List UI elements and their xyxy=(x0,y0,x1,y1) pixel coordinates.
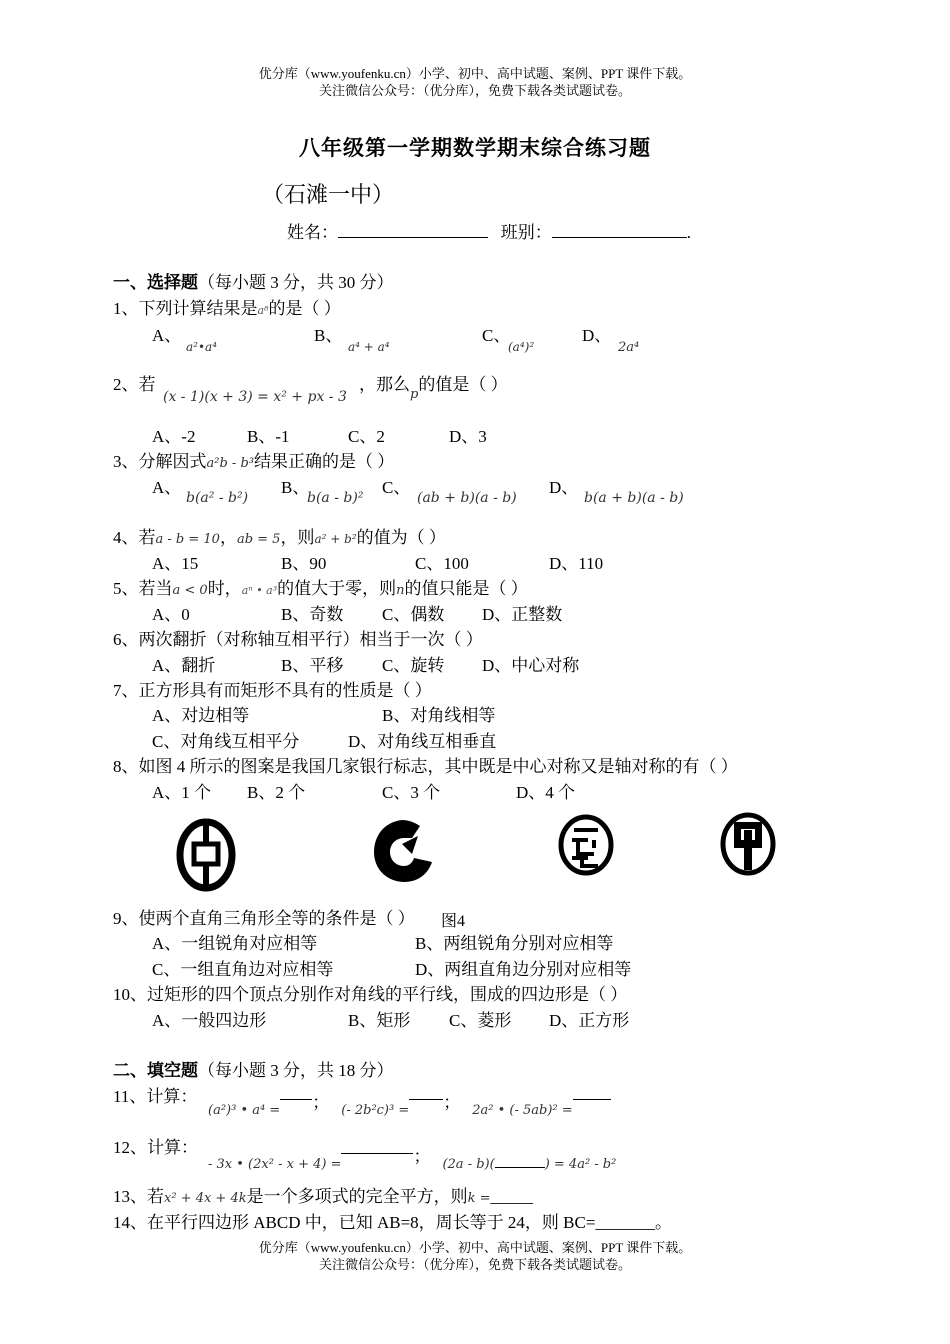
q4-option-c: C、100 xyxy=(415,554,469,573)
question-14-stem xyxy=(113,1212,672,1234)
section-2-note: （每小题 3 分，共 18 分） xyxy=(198,1061,394,1080)
q4-option-d: D、110 xyxy=(549,554,604,573)
q8-option-a: A、1 个 xyxy=(152,783,212,802)
q12-math-2a: (2a - b)( xyxy=(442,1157,495,1172)
question-9-stem: 9、使两个直角三角形全等的条件是（ ） xyxy=(113,909,415,928)
q3-stem-a: 3、分解因式 xyxy=(113,452,207,471)
q14-end: 。 xyxy=(654,1213,672,1232)
q7-option-d: D、对角线互相垂直 xyxy=(348,732,497,751)
q5-math-2: aⁿ • a³ xyxy=(241,584,278,597)
q2-stem-b: ，那么 xyxy=(359,375,410,394)
header-line-1: 优分库（www.youfenku.cn）小学、初中、高中试题、案例、PPT 课件下载。 xyxy=(258,66,692,81)
q1-option-c-label: C、 xyxy=(482,326,511,345)
bank-logo-4-icon xyxy=(720,812,776,876)
q13-math-1: x² + 4x + 4k xyxy=(164,1191,247,1206)
school-name: （石滩一中） xyxy=(262,182,395,207)
q1-option-d-math: 2a⁴ xyxy=(618,340,640,355)
section-2-heading xyxy=(113,1060,394,1082)
q1-option-a-label: A、 xyxy=(152,326,182,345)
section-1-title: 一、选择题 xyxy=(113,273,198,292)
q5-math-1: a < 0 xyxy=(172,583,208,598)
figure-4-label: 图4 xyxy=(441,911,465,933)
q1-option-d-label: D、 xyxy=(582,326,612,345)
q11-math-1: (a²)³ • a⁴ = xyxy=(208,1103,281,1118)
q12-math-1: - 3x • (2x² - x + 4) = xyxy=(208,1157,342,1172)
q11-blank-2[interactable] xyxy=(409,1097,443,1100)
q8-option-b: B、2 个 xyxy=(247,783,306,802)
q3-option-c-label: C、 xyxy=(382,478,411,497)
q12-blank-2[interactable] xyxy=(495,1155,545,1168)
q8-option-c: C、3 个 xyxy=(382,783,441,802)
class-field[interactable] xyxy=(552,223,687,238)
name-class-line xyxy=(287,222,691,244)
q2-option-a: A、-2 xyxy=(152,427,196,446)
q5-stem-d: 的值只能是（ ） xyxy=(404,579,528,598)
question-11-stem: 11、计算： xyxy=(113,1087,198,1106)
q3-option-a-math: b(a² - b²) xyxy=(186,490,249,506)
q11-sep-2: ； xyxy=(443,1093,461,1112)
question-1-stem xyxy=(113,298,341,322)
bank-logo-2-icon xyxy=(372,818,434,884)
section-1-heading xyxy=(113,272,394,294)
q4-option-b: B、90 xyxy=(281,554,327,573)
q8-option-d: D、4 个 xyxy=(516,783,576,802)
q4-math-1: a - b = 10 xyxy=(155,532,220,547)
q2-stem-tail xyxy=(359,374,508,402)
q3-option-b-math: b(a - b)² xyxy=(307,490,364,506)
q1-option-c-math: (a⁴)² xyxy=(508,340,535,354)
q11-math-3: 2a² • (- 5ab)² = xyxy=(472,1103,573,1118)
q5-option-b: B、奇数 xyxy=(281,605,344,624)
question-4-stem xyxy=(113,527,446,551)
q10-option-d: D、正方形 xyxy=(549,1011,630,1030)
q5-option-a: A、0 xyxy=(152,605,190,624)
q2-option-d: D、3 xyxy=(449,427,487,446)
question-13-stem xyxy=(113,1186,533,1210)
q6-option-d: D、中心对称 xyxy=(482,656,580,675)
q4-stem-a: 4、若 xyxy=(113,528,156,547)
q3-option-b-label: B、 xyxy=(281,478,310,497)
question-7-stem: 7、正方形具有而矩形不具有的性质是（ ） xyxy=(113,681,432,700)
q2-option-c: C、2 xyxy=(348,427,385,446)
q11-blank-1[interactable] xyxy=(280,1097,312,1100)
q6-option-c: C、旋转 xyxy=(382,656,445,675)
q3-stem-math: a²b - b³ xyxy=(206,456,254,471)
q3-option-d-label: D、 xyxy=(549,478,579,497)
q2-option-b: B、-1 xyxy=(247,427,290,446)
q9-option-a: A、一组锐角对应相等 xyxy=(152,934,318,953)
q6-option-a: A、翻折 xyxy=(152,656,216,675)
q4-stem-b: ，则 xyxy=(280,528,315,547)
q13-blank[interactable]: _____ xyxy=(490,1187,534,1206)
q1-option-b-math: a⁴ + a⁴ xyxy=(348,340,390,354)
q3-option-d-math: b(a + b)(a - b) xyxy=(584,490,684,506)
page-title: 八年级第一学期数学期末综合练习题 xyxy=(299,136,651,160)
q5-stem-b: 时， xyxy=(207,579,242,598)
class-label: 班别： xyxy=(500,223,552,242)
q7-option-c: C、对角线互相平分 xyxy=(152,732,300,751)
section-2-title: 二、填空题 xyxy=(113,1061,198,1080)
q12-sep-1: ； xyxy=(413,1147,431,1166)
question-5-stem xyxy=(113,578,528,602)
q1-stem-b: 的是（ ） xyxy=(268,299,341,318)
q2-stem-p: p xyxy=(410,387,419,402)
q6-option-b: B、平移 xyxy=(281,656,344,675)
q4-option-a: A、15 xyxy=(152,554,199,573)
q9-option-b: B、两组锐角分别对应相等 xyxy=(415,934,614,953)
q9-option-c: C、一组直角边对应相等 xyxy=(152,960,334,979)
q2-stem-a: 2、若 xyxy=(113,375,156,394)
q4-math-2: ab = 5 xyxy=(236,532,281,547)
class-end: . xyxy=(686,223,691,242)
q12-blank-1[interactable] xyxy=(341,1151,413,1154)
q14-stem-text: 14、在平行四边形 ABCD 中，已知 AB=8，周长等于 24，则 BC= xyxy=(113,1213,596,1232)
q2-stem-math: (x - 1)(x + 3) = x² + px - 3 xyxy=(163,389,347,405)
q4-sep: ， xyxy=(219,528,237,547)
question-6-stem: 6、两次翻折（对称轴互相平行）相当于一次（ ） xyxy=(113,630,483,649)
q1-stem-math: a⁸ xyxy=(257,304,269,317)
q14-blank[interactable]: _______ xyxy=(595,1213,655,1232)
q4-stem-c: 的值为（ ） xyxy=(356,528,446,547)
q7-option-b: B、对角线相等 xyxy=(382,706,496,725)
q4-math-3: a² + b² xyxy=(314,532,357,546)
footer-line-2: 关注微信公众号：（优分库），免费下载各类试题试卷。 xyxy=(318,1257,631,1272)
q11-expressions xyxy=(208,1093,611,1120)
bank-logo-3-icon xyxy=(558,814,614,876)
q11-math-2: (- 2b²c)³ = xyxy=(341,1103,410,1118)
header-line-2: 关注微信公众号：（优分库），免费下载各类试题试卷。 xyxy=(318,83,631,98)
name-label: 姓名： xyxy=(287,223,338,242)
section-1-note: （每小题 3 分，共 30 分） xyxy=(198,273,394,292)
question-2-stem xyxy=(113,374,156,396)
footer-line-1: 优分库（www.youfenku.cn）小学、初中、高中试题、案例、PPT 课件下载。 xyxy=(258,1240,692,1255)
q12-math-2b: ) = 4a² - b² xyxy=(544,1157,617,1172)
q11-blank-3[interactable] xyxy=(573,1097,611,1100)
q7-option-a: A、对边相等 xyxy=(152,706,250,725)
q5-option-c: C、偶数 xyxy=(382,605,445,624)
q3-option-c-math: (ab + b)(a - b) xyxy=(417,490,517,506)
q13-stem-b: 是一个多项式的完全平方，则 xyxy=(246,1187,468,1206)
q2-stem-c: 的值是（ ） xyxy=(418,375,508,394)
q5-math-3: n xyxy=(396,583,405,598)
q10-option-c: C、菱形 xyxy=(449,1011,512,1030)
q13-math-2: k = xyxy=(467,1191,491,1206)
q1-option-a-math: a²•a⁴ xyxy=(186,340,218,354)
question-3-stem xyxy=(113,451,394,475)
q3-stem-b: 结果正确的是（ ） xyxy=(253,452,395,471)
question-10-stem: 10、过矩形的四个顶点分别作对角线的平行线，围成的四边形是（ ） xyxy=(113,985,628,1004)
q13-stem-a: 13、若 xyxy=(113,1187,164,1206)
q1-stem-a: 1、下列计算结果是 xyxy=(113,299,258,318)
q9-option-d: D、两组直角边分别对应相等 xyxy=(415,960,632,979)
q1-option-b-label: B、 xyxy=(314,326,343,345)
q10-option-b: B、矩形 xyxy=(348,1011,411,1030)
name-field[interactable] xyxy=(338,223,488,238)
q12-expressions xyxy=(208,1147,617,1174)
q5-stem-c: 的值大于零，则 xyxy=(277,579,397,598)
q3-option-a-label: A、 xyxy=(152,478,182,497)
question-8-stem: 8、如图 4 所示的图案是我国几家银行标志，其中既是中心对称又是轴对称的有（ ） xyxy=(113,757,738,776)
bank-logo-1-icon xyxy=(176,818,236,892)
q10-option-a: A、一般四边形 xyxy=(152,1011,267,1030)
question-12-stem: 12、计算： xyxy=(113,1138,198,1157)
q11-sep-1: ； xyxy=(312,1093,330,1112)
q5-option-d: D、正整数 xyxy=(482,605,563,624)
q5-stem-a: 5、若当 xyxy=(113,579,173,598)
